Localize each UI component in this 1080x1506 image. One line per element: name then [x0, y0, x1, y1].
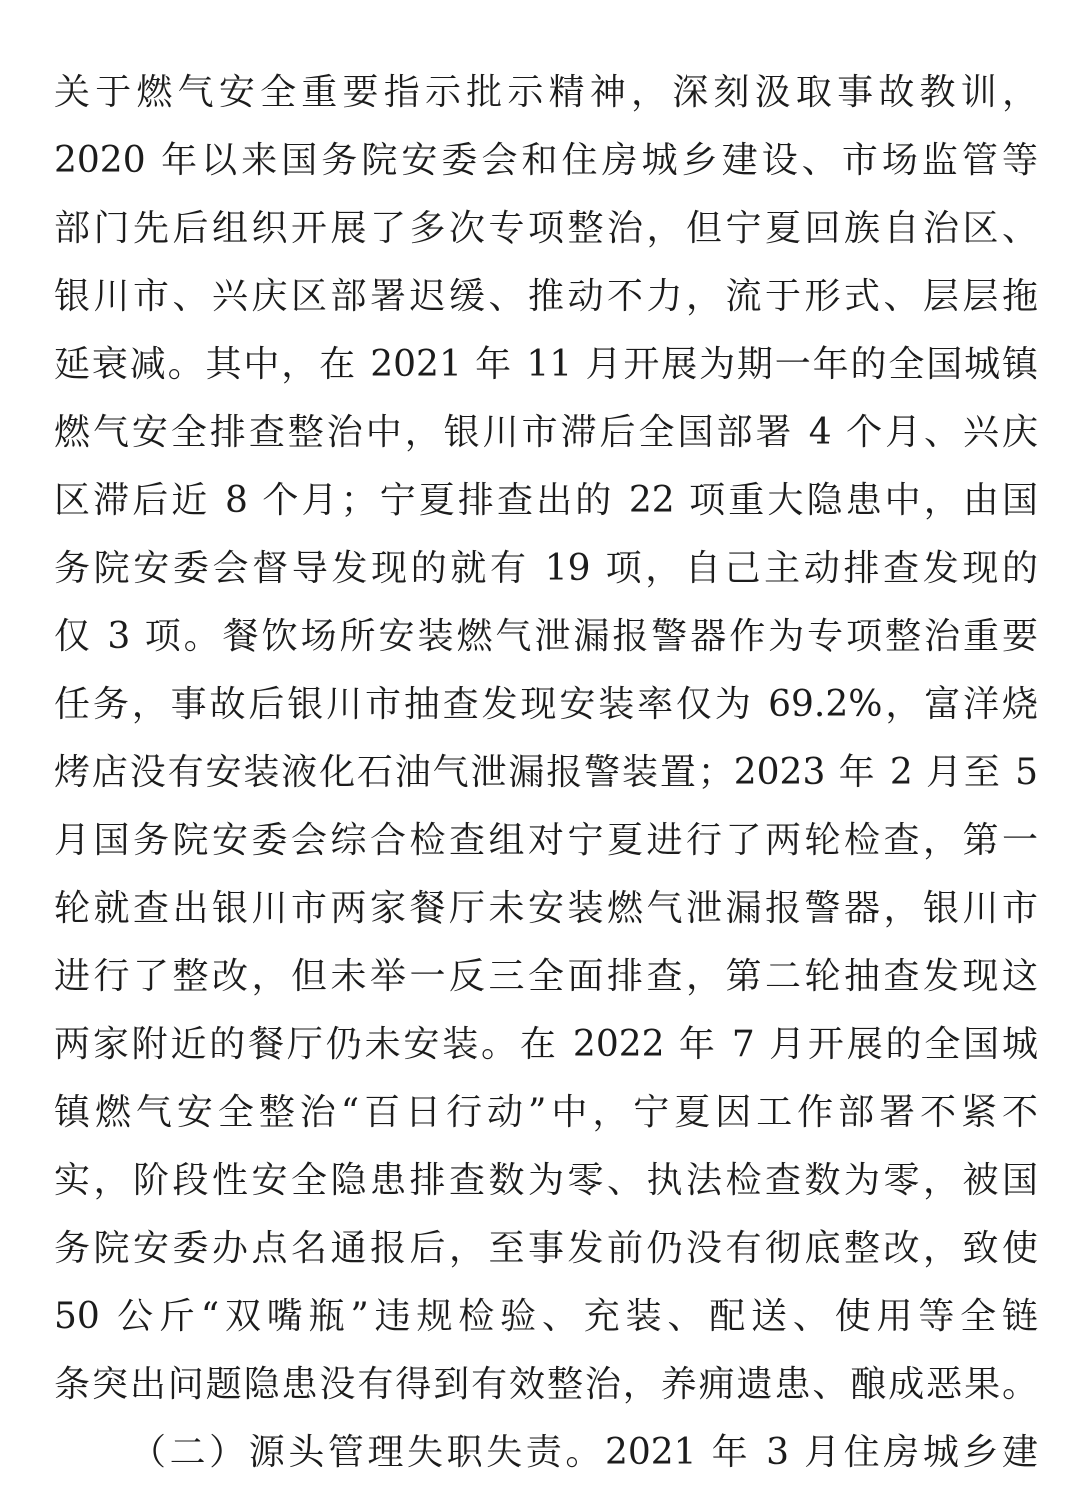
text-line: 延衰减。其中，在 2021 年 11 月开展为期一年的全国城镇	[54, 344, 1038, 385]
text-line: 两家附近的餐厅仍未安装。在 2022 年 7 月开展的全国城	[54, 1024, 1038, 1065]
text-line: 部门先后组织开展了多次专项整治，但宁夏回族自治区、	[54, 208, 1038, 249]
text-line: 进行了整改，但未举一反三全面排查，第二轮抽查发现这	[54, 956, 1038, 997]
text-line: 实，阶段性安全隐患排查数为零、执法检查数为零，被国	[54, 1160, 1038, 1201]
text-line: 任务，事故后银川市抽查发现安装率仅为 69.2%，富洋烧	[54, 684, 1038, 725]
text-line: 燃气安全排查整治中，银川市滞后全国部署 4 个月、兴庆	[54, 412, 1038, 453]
text-line: 银川市、兴庆区部署迟缓、推动不力，流于形式、层层拖	[54, 276, 1038, 317]
text-line: 月国务院安委会综合检查组对宁夏进行了两轮检查，第一	[54, 820, 1038, 861]
text-line: 烤店没有安装液化石油气泄漏报警装置；2023 年 2 月至 5	[54, 752, 1038, 793]
text-line: 仅 3 项。餐饮场所安装燃气泄漏报警器作为专项整治重要	[54, 616, 1038, 657]
text-line: 2020 年以来国务院安委会和住房城乡建设、市场监管等	[54, 140, 1038, 181]
text-line: 关于燃气安全重要指示批示精神，深刻汲取事故教训，	[54, 72, 1038, 113]
text-line: 轮就查出银川市两家餐厅未安装燃气泄漏报警器，银川市	[54, 888, 1038, 929]
text-line: 区滞后近 8 个月；宁夏排查出的 22 项重大隐患中，由国	[54, 480, 1038, 521]
text-line: 务院安委办点名通报后，至事发前仍没有彻底整改，致使	[54, 1228, 1038, 1269]
section-heading-line: （二）源头管理失职失责。2021 年 3 月住房城乡建	[130, 1432, 1038, 1473]
text-line: 50 公斤“双嘴瓶”违规检验、充装、配送、使用等全链	[54, 1296, 1038, 1337]
text-line: 务院安委会督导发现的就有 19 项，自己主动排查发现的	[54, 548, 1038, 589]
text-line: 镇燃气安全整治“百日行动”中，宁夏因工作部署不紧不	[54, 1092, 1038, 1133]
text-line: 条突出问题隐患没有得到有效整治，养痈遗患、酿成恶果。	[54, 1364, 1038, 1405]
